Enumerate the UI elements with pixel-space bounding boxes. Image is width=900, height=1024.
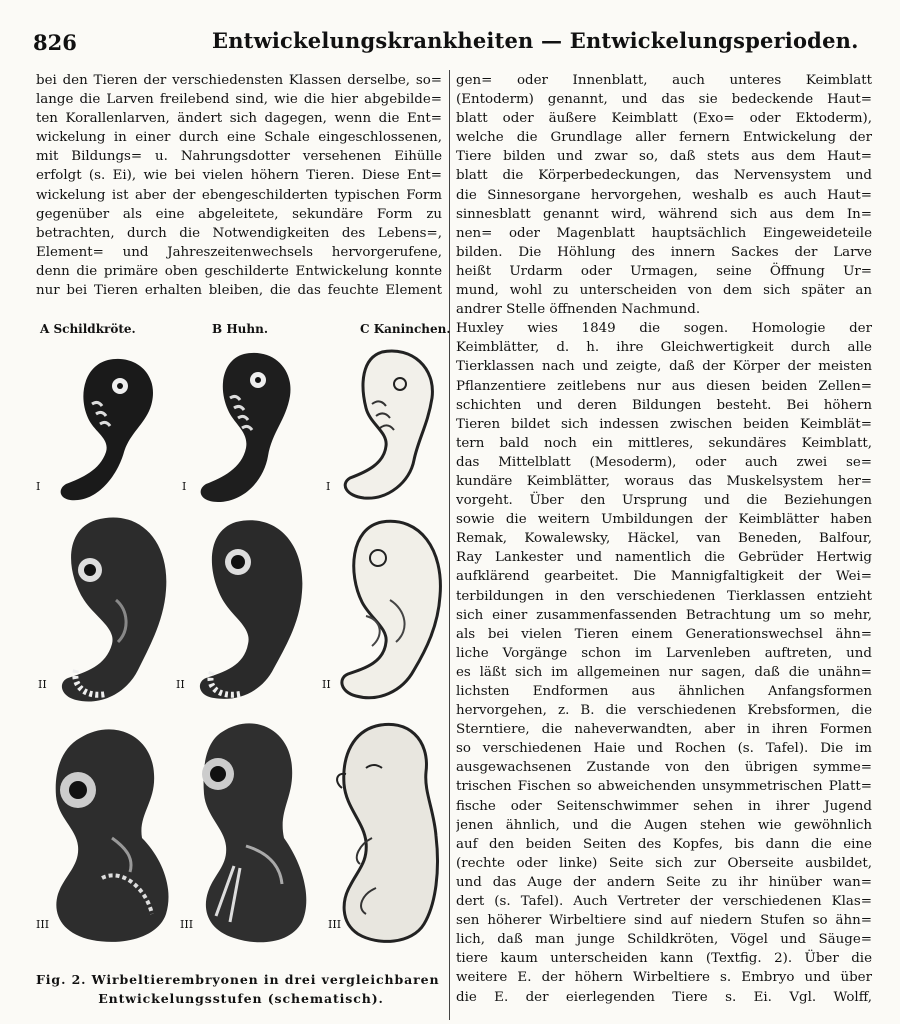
chicken-embryo-stage-3: [186, 716, 316, 948]
left-line: wickelung ist aber der ebengeschilderten typischen Form: [36, 187, 442, 203]
left-line: betrachten, durch die Notwendigkeiten des Lebens=,: [36, 225, 442, 241]
right-line: kundäre Keimblätter, woraus das Muskelsystem her=: [456, 473, 872, 489]
right-line: mund, wohl zu unterscheiden von dem sich später an: [456, 283, 872, 299]
stage-label-2c: II: [322, 678, 331, 691]
right-line: jenen ähnlich, und die Augen stehen wie gewöhnlich: [456, 817, 872, 833]
right-line: gen= oder Innenblatt, auch unteres Keimblatt: [456, 73, 872, 88]
right-line: das Mittelblatt (Mesoderm), oder auch zwei se=: [456, 454, 872, 470]
stage-label-3a: III: [36, 918, 50, 931]
right-line: fische oder Seitenschwimmer sehen in ihrer Jugend: [456, 798, 872, 814]
left-line: mit Bildungs= u. Nahrungsdotter versehenen Eihülle: [36, 149, 442, 165]
right-line: Keimblätter, d. h. ihre Gleichwertigkeit durch alle: [456, 340, 872, 356]
caption-line-2: Entwickelungsstufen (schematisch).: [98, 991, 384, 1006]
right-line: trischen Fischen so abweichenden unsymmetrischen Platt=: [456, 779, 872, 795]
right-line: sinnesblatt genannt wird, während sich aus dem In=: [456, 206, 872, 222]
right-line: blatt oder äußere Keimblatt (Exo= oder Ektoderm),: [456, 111, 872, 127]
right-line: hervorgehen, z. B. die verschiedenen Krebsformen, die: [456, 703, 872, 719]
column-divider: [449, 70, 450, 1020]
right-line: sich einer zusammenfassenden Betrachtung um so mehr,: [456, 607, 872, 623]
right-line: ausgewachsenen Zustande von den übrigen symme=: [456, 760, 872, 776]
right-line: (rechte oder linke) Seite sich zur Oberseite ausbildet,: [456, 855, 872, 871]
column-label-turtle: A Schildkröte.: [40, 322, 136, 336]
right-line: die Sinnesorgane hervorgehen, weshalb es auch Haut=: [456, 187, 872, 203]
right-line: andrer Stelle öffnenden Nachmund.: [456, 302, 701, 318]
right-line: heißt Urdarm oder Urmagen, seine Öffnung Ur=: [456, 263, 872, 279]
rabbit-embryo-stage-3: [332, 718, 446, 948]
right-line: sowie die weitern Umbildungen der Keimblätter haben: [456, 512, 872, 528]
left-line: erfolgt (s. Ei), wie bei vielen höhern Tieren. Diese Ent=: [36, 168, 442, 184]
right-line: Ray Lankester und namentlich die Gebrüder Hertwig: [456, 550, 872, 566]
turtle-embryo-stage-1: [48, 348, 173, 508]
left-column-text: [36, 71, 442, 300]
chicken-embryo-stage-1: [186, 344, 311, 509]
right-line: tern bald noch ein mittleres, sekundäres Keimblatt,: [456, 435, 872, 451]
right-line: Tierklassen nach und zeigte, daß der Körper der meisten: [456, 359, 872, 375]
right-line: vorgeht. Über den Ursprung und die Beziehungen: [456, 493, 872, 509]
right-line: es läßt sich im allgemeinen nur sagen, daß die unähn=: [456, 664, 872, 680]
right-line: lichsten Endformen aus ähnlichen Anfangsformen: [456, 684, 872, 699]
right-line: die E. der eierlegenden Tiere s. Ei. Vgl. Wolff,: [456, 989, 872, 1005]
left-line: denn die primäre oben geschilderte Entwickelung konnte: [36, 263, 442, 279]
right-line: Remak, Kowalewsky, Häckel, van Beneden, Balfour,: [456, 531, 872, 547]
right-line: schichten und deren Bildungen besteht. Bei höhern: [456, 397, 872, 413]
left-line: gegenüber als eine abgeleitete, sekundäre Form zu: [36, 206, 442, 222]
right-line: liche Vorgänge schon im Larvenleben auftreten, und: [456, 645, 872, 661]
right-line: (Entoderm) genannt, und das sie bedeckende Haut=: [456, 92, 872, 108]
page-number: 826: [33, 30, 77, 55]
right-line: Tiere bilden und zwar so, daß stets aus dem Haut=: [456, 149, 872, 165]
turtle-embryo-stage-2: [46, 510, 176, 710]
right-line: nen= oder Magenblatt hauptsächlich Eingeweideteile: [456, 225, 872, 241]
chicken-embryo-stage-2: [182, 516, 312, 706]
right-line: sen höherer Wirbeltiere sind auf niedern Stufen so ähn=: [456, 913, 872, 929]
left-line: wickelung in einer durch eine Schale eingeschlossenen,: [36, 130, 442, 146]
column-label-chicken: B Huhn.: [212, 322, 269, 336]
left-line: nur bei Tieren erhalten bleiben, die das feuchte Element: [36, 283, 442, 299]
column-label-rabbit: C Kaninchen.: [360, 322, 451, 336]
right-line: auf den beiden Seiten des Kopfes, bis dann die eine: [456, 836, 872, 852]
stage-label-3c: III: [328, 918, 342, 931]
rabbit-embryo-stage-2: [326, 516, 446, 706]
right-line: so verschiedenen Haie und Rochen (s. Tafel). Die im: [456, 741, 872, 757]
stage-label-1b: I: [182, 480, 187, 493]
right-column-text: [456, 71, 872, 1007]
right-line: und das Auge der andern Seite zu ihr hinüber wan=: [456, 874, 872, 890]
caption-line-1: Fig. 2. Wirbeltierembryonen in drei vergleichbaren: [36, 972, 440, 987]
right-line: terbildungen in den verschiedenen Tierklassen entzieht: [456, 588, 872, 604]
right-line: Pflanzentiere zeitlebens nur aus diesen beiden Zellen=: [456, 378, 872, 394]
running-title: Entwickelungskrankheiten — Entwickelungsperioden.: [212, 28, 859, 53]
right-line: lich, daß man junge Schildkröten, Vögel und Säuge=: [456, 932, 872, 948]
right-line: blatt die Körperbedeckungen, das Nervensystem und: [456, 168, 872, 184]
right-line: Tieren bildet sich indessen zwischen beiden Keimblät=: [456, 416, 872, 432]
left-line: lange die Larven freilebend sind, wie die hier abgebilde=: [36, 92, 442, 108]
left-line: Element= und Jahreszeitenwechsels hervorgerufene,: [36, 244, 442, 260]
right-line: aufklärend gearbeitet. Die Mannigfaltigkeit der Wei=: [456, 569, 872, 585]
right-line: Huxley wies 1849 die sogen. Homologie der: [456, 321, 872, 337]
right-line: welche die Grundlage aller fernern Entwickelung der: [456, 130, 872, 146]
stage-label-2a: II: [38, 678, 47, 691]
right-line: dert (s. Tafel). Auch Vertreter der verschiedenen Klas=: [456, 894, 872, 910]
stage-label-1a: I: [36, 480, 41, 493]
right-line: als bei vielen Tieren einem Generationswechsel ähn=: [456, 626, 872, 642]
right-line: weitere E. der höhern Wirbeltiere s. Embryo und über: [456, 970, 872, 986]
stage-label-1c: I: [326, 480, 331, 493]
right-line: tiere kaum unterscheiden kann (Textfig. 2). Über die: [456, 951, 872, 967]
turtle-embryo-stage-3: [42, 718, 182, 948]
left-line: ten Korallenlarven, ändert sich dagegen, wenn die Ent=: [36, 111, 442, 127]
figure-caption: [36, 970, 446, 1008]
embryo-figure: [36, 320, 451, 960]
right-line: Sterntiere, die naheverwandten, aber in ihren Formen: [456, 722, 872, 738]
right-line: bilden. Die Höhlung des innern Sackes der Larve: [456, 244, 872, 260]
left-line: bei den Tieren der verschiedensten Klassen derselbe, so=: [36, 73, 442, 88]
rabbit-embryo-stage-1: [326, 344, 446, 504]
stage-label-3b: III: [180, 918, 194, 931]
stage-label-2b: II: [176, 678, 185, 691]
